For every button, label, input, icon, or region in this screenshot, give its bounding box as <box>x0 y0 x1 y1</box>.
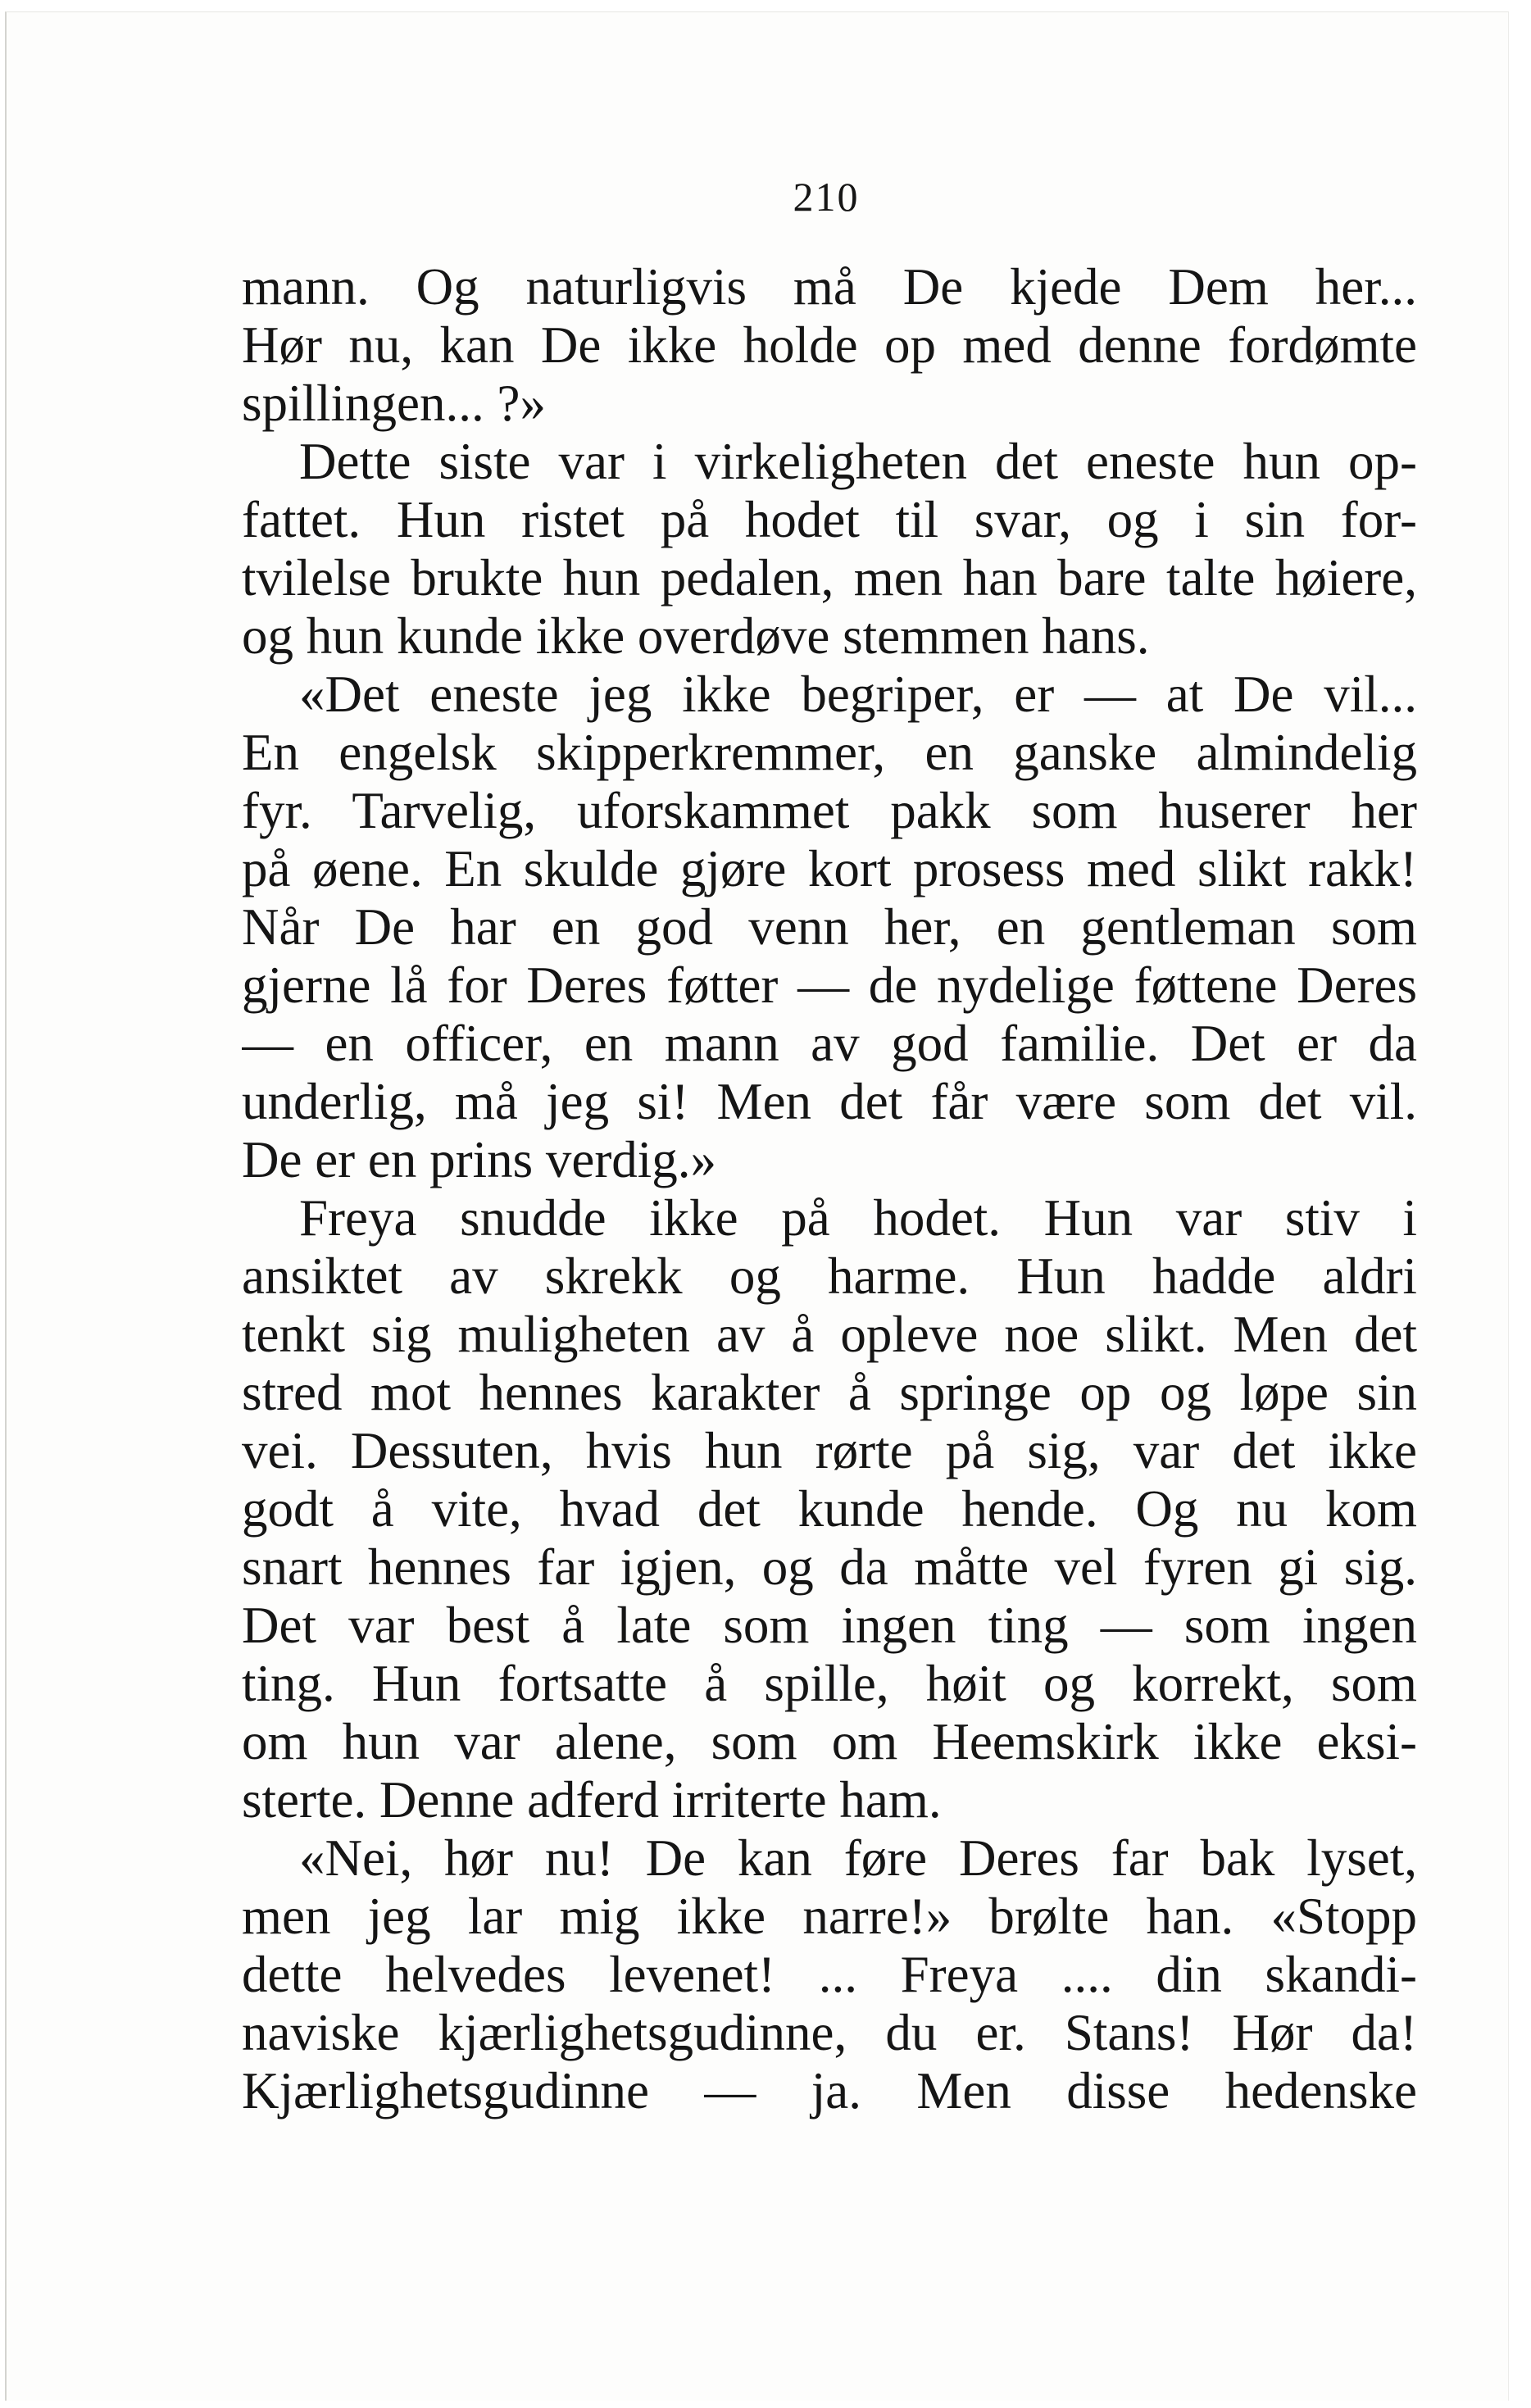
text-line: tenkt sig muligheten av å opleve noe slikt. Men det <box>242 1306 1417 1363</box>
text-line: «Det eneste jeg ikke begriper, er — at De vil... <box>299 666 1417 723</box>
text-line: ansiktet av skrekk og harme. Hun hadde aldri <box>242 1247 1417 1305</box>
text-line: mann. Og naturligvis må De kjede Dem her... <box>242 258 1417 316</box>
text-line: Dette siste var i virkeligheten det eneste hun op- <box>299 433 1417 490</box>
text-line: naviske kjærlighetsgudinne, du er. Stans! Hør da! <box>242 2004 1417 2061</box>
text-line: — en officer, en mann av god familie. Det er da <box>242 1015 1417 1072</box>
page-number: 210 <box>793 174 860 220</box>
text-line: Det var best å late som ingen ting — som ingen <box>242 1597 1417 1654</box>
text-line: om hun var alene, som om Heemskirk ikke eksi- <box>242 1713 1417 1770</box>
text-line: men jeg lar mig ikke narre!» brølte han. «Stopp <box>242 1888 1417 1945</box>
text-line: En engelsk skipperkremmer, en ganske almindelig <box>242 724 1417 781</box>
text-line: Freya snudde ikke på hodet. Hun var stiv i <box>299 1189 1417 1247</box>
text-line: tvilelse brukte hun pedalen, men han bare talte høiere, <box>242 549 1417 607</box>
text-line: fyr. Tarvelig, uforskammet pakk som huserer her <box>242 782 1417 839</box>
text-line: snart hennes far igjen, og da måtte vel fyren gi sig. <box>242 1538 1417 1596</box>
book-page <box>5 11 1509 2401</box>
text-line: stred mot hennes karakter å springe op og løpe sin <box>242 1364 1417 1421</box>
text-line: fattet. Hun ristet på hodet til svar, og i sin for- <box>242 491 1417 548</box>
text-line: «Nei, hør nu! De kan føre Deres far bak lyset, <box>299 1829 1417 1887</box>
text-line: og hun kunde ikke overdøve stemmen hans. <box>242 607 1150 665</box>
text-line: Hør nu, kan De ikke holde op med denne fordømte <box>242 316 1417 374</box>
text-line: vei. Dessuten, hvis hun rørte på sig, var det ikke <box>242 1422 1417 1479</box>
text-line: godt å vite, hvad det kunde hende. Og nu kom <box>242 1480 1417 1538</box>
text-line: sterte. Denne adferd irriterte ham. <box>242 1771 942 1829</box>
text-line: Kjærlighetsgudinne — ja. Men disse hedenske <box>242 2062 1417 2119</box>
text-line: De er en prins verdig.» <box>242 1131 717 1188</box>
text-line: på øene. En skulde gjøre kort prosess med slikt rakk! <box>242 840 1417 897</box>
body-text <box>242 258 1417 2120</box>
text-line: Når De har en god venn her, en gentleman som <box>242 898 1417 956</box>
text-line: underlig, må jeg si! Men det får være som det vil. <box>242 1073 1417 1130</box>
text-line: spillingen... ?» <box>242 375 546 432</box>
text-line: dette helvedes levenet! ... Freya .... din skandi- <box>242 1946 1417 2003</box>
text-line: ting. Hun fortsatte å spille, høit og korrekt, som <box>242 1655 1417 1712</box>
text-line: gjerne lå for Deres føtter — de nydelige føttene Deres <box>242 956 1417 1014</box>
